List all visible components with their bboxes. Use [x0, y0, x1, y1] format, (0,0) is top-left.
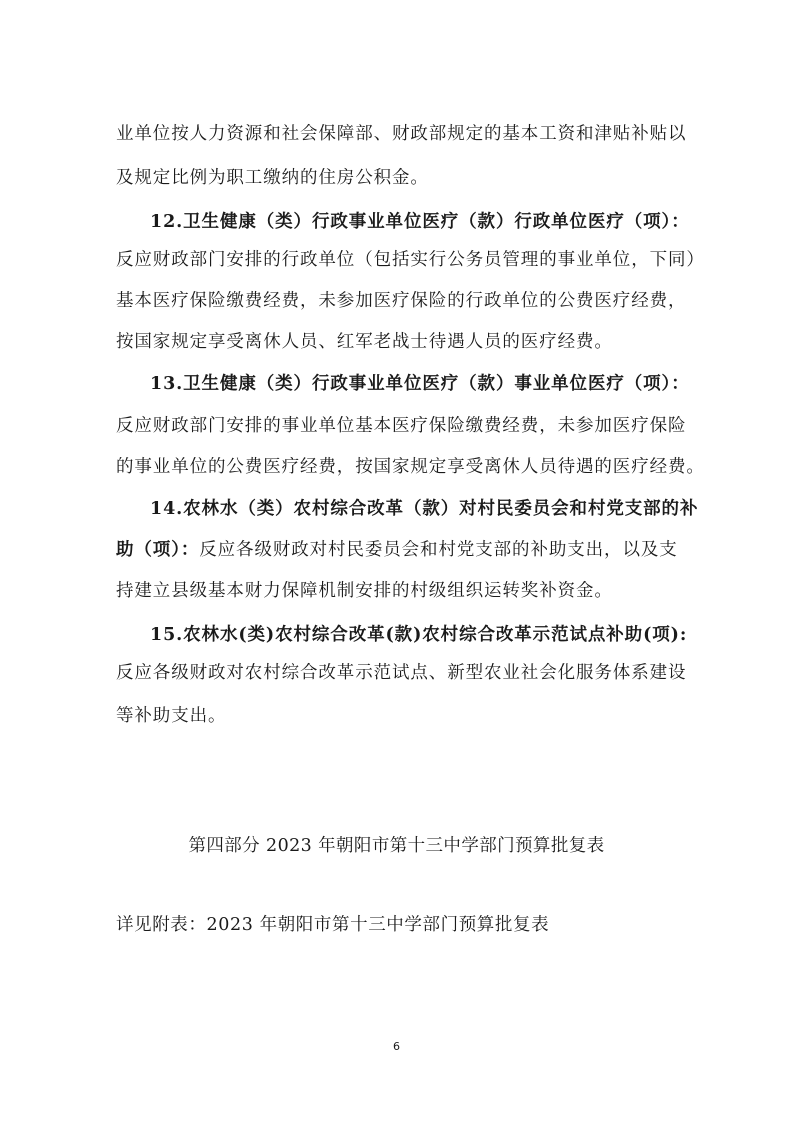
body-line: 持建立县级基本财力保障机制安排的村级组织运转奖补资金。	[116, 581, 613, 601]
body-line: 反应财政部门安排的行政单位（包括实行公务员管理的事业单位，下同）	[116, 250, 705, 270]
appendix-reference: 详见附表：2023 年朝阳市第十三中学部门预算批复表	[116, 915, 550, 935]
body-line: 及规定比例为职工缴纳的住房公积金。	[116, 168, 429, 188]
item-heading-14-end: 助（项）：	[116, 540, 200, 560]
item-heading-13: 13.卫生健康（类）行政事业单位医疗（款）事业单位医疗（项）：	[150, 374, 690, 394]
body-line: 业单位按人力资源和社会保障部、财政部规定的基本工资和津贴补贴以	[116, 124, 687, 144]
body-line: 反应各级财政对农村综合改革示范试点、新型农业社会化服务体系建设	[116, 663, 687, 683]
item-14-text: 反应各级财政对村民委员会和村党支部的补助支出，以及支	[199, 540, 678, 560]
page-number: 6	[393, 1040, 400, 1053]
item-heading-14: 14.农林水（类）农村综合改革（款）对村民委员会和村党支部的补	[150, 499, 699, 519]
item-heading-15: 15.农林水(类)农村综合改革(款)农村综合改革示范试点补助(项):	[150, 625, 688, 645]
item-heading-12: 12.卫生健康（类）行政事业单位医疗（款）行政单位医疗（项）：	[150, 212, 690, 232]
body-line: 反应财政部门安排的事业单位基本医疗保险缴费经费，未参加医疗保险	[116, 416, 687, 436]
body-line: 的事业单位的公费医疗经费，按国家规定享受离休人员待遇的医疗经费。	[116, 457, 705, 477]
body-line: 按国家规定享受离休人员、红军老战士待遇人员的医疗经费。	[116, 332, 613, 352]
body-line-mixed	[116, 538, 678, 562]
body-line: 基本医疗保险缴费经费，未参加医疗保险的行政单位的公费医疗经费，	[116, 291, 687, 311]
section-title: 第四部分 2023 年朝阳市第十三中学部门预算批复表	[188, 836, 605, 856]
body-line: 等补助支出。	[116, 706, 227, 726]
